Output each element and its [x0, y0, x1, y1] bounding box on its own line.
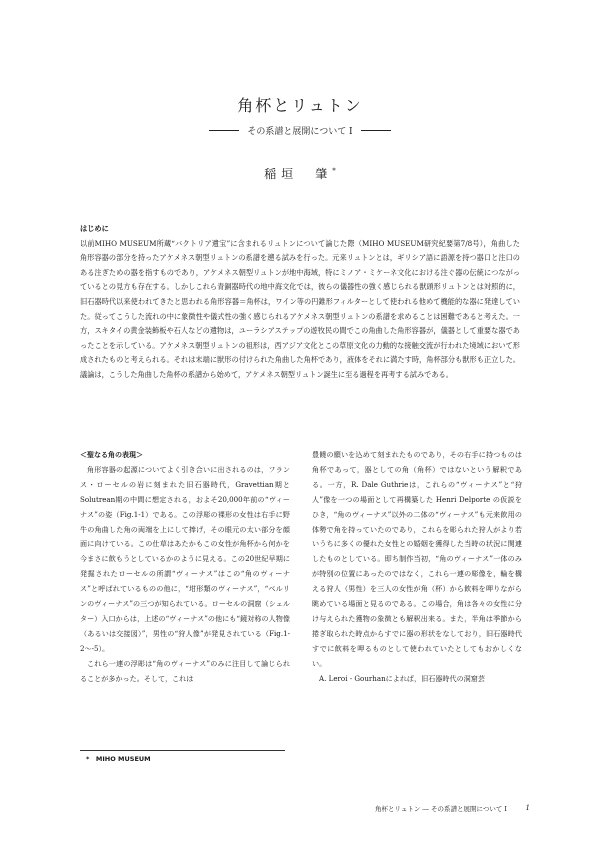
- body-paragraph: 豊饒の願いを込めて刻まれたものであり，その右手に持つものは角杯であって，器としての角（角杯）ではないという解釈である。一方，R. Dale Guthrieは，これらの“ヴィーナス”と“狩人”像を一つの場面として再構築した Henri Delporte の仮説をひき，“角のヴィーナス”以外の二体の“ヴィーナス”も元来飲用の体勢で角を持っていたのであり，これらを彫られた狩人がより若いうちに多くの優れた女性との婚姻を獲得した当時の状況に関連したものとしている。即ち制作当初，“角のヴィーナス”一体のみが特別の位置にあったのではなく，これら一連の彫像を，輪を構える狩人（男性）を三人の女性が角（杯）から飲料を呷りながら眺めている場面と見るのである。この場合，角は各々の女性に分け与えられた獲物の象徴とも解釈出来る。また，半角は季節から捲ぎ取られた時点からすでに器の形状をなしており，旧石器時代すでに飲料を呷るものとして使われていたとしてもおかしくない。: [312, 450, 522, 668]
- subtitle-rule-right: [361, 130, 391, 131]
- author-line: [0, 165, 600, 182]
- running-footer: 角杯とリュトン ― その系譜と展開について Ⅰ: [375, 805, 507, 813]
- article-subtitle: [0, 124, 600, 137]
- body-paragraph: 角形容器の起源についてよく引き合いに出されるのは，フランス・ローセルの岩に刻まれた旧石器時代，Gravettian期とSolutrean期の中間に想定される，およそ20,000年前の“ヴィーナス”の姿（Fig.1-1）である。この浮彫の裸形の女性は右手に野牛の角曲した角の両端を上にして捧げ，その眼元の太い部分を顔面に向けている。この仕草はあたかもこの女性が角杯から何かを今まさに飲もうとしているかのように見える。この20世紀早期に発掘されたローセルの所謂“ヴィーナス”はこの“角のヴィーナス”と呼ばれているものの他に，“坩形類のヴィーナス”，“ベルリンのヴィーナス”の三つが知られている。ローセルの洞窟（シェルター）入口からは，上述の“ヴィーナス”の他にも“鏡対称の人物像（あるいは交接図）”，男性の“狩人像”が発見されている（Fig.1-2～-5）。: [80, 464, 290, 653]
- author-footnote-mark: *: [332, 167, 336, 175]
- author-name: 稲垣 肇: [264, 167, 333, 181]
- introduction-section: [80, 222, 520, 383]
- body-column-right: [312, 448, 522, 687]
- body-column-left: [80, 448, 290, 687]
- page-number: 1: [525, 804, 530, 812]
- footnote: * MIHO MUSEUM: [86, 755, 151, 763]
- introduction-heading: はじめに: [80, 224, 109, 233]
- subtitle-rule-left: [209, 130, 239, 131]
- introduction-paragraph: 以前MIHO MUSEUM所蔵“バクトリア遺宝”に含まれるリュトンについて論じた際（MIHO MUSEUM研究紀要第7/8号），角曲した角形容器の部分を持ったアケメネス朝型リュトンの系譜を遡る試みを行った。元来リュトンとは，ギリシア語に語源を持つ器口と注口のある注ぎための器を指すものであり，アケメネス朝型リュトンが地中海域，特にミノア・ミケーネ文化における注ぐ器の伝統につながっているとの見方も存在する。しかしこれら青銅器時代の地中海文化では，彼らの儀器性の強く感じられる獣頭形リュトンとは対照的に，旧石器時代以来使われてきたと思われる角形容器＝角杯は，ワイン等の円錐形フィルターとして使われる他めて機能的な器に発達していた。従ってこうした流れの中に象徴性や儀式性の強く感じられるアケメネス朝型リュトンの系譜を求めることは困難であると考えた。一方，スキタイの黄金装飾板や石人などの遺物は，ユーラシアステップの遊牧民の間でこの角曲した角形容器が，儀器として重要な器であったことを示している。アケメネス朝型リュトンの祖形は，西アジア文化とこの草原文化の力動的な接触交流が行われた境域において形成されたものと考えられる。それは末端に獣形の付けられた角曲した角杯であり，液体をそれに満たす時，角杯部分も獣形も正立した。議論は，こうした角曲した角杯の系譜から始めて，アケメネス朝型リュトン誕生に至る過程を再考する試みである。: [80, 238, 520, 379]
- section-heading: ＜聖なる角の表現＞: [80, 451, 143, 459]
- subtitle-text: その系譜と展開について Ⅰ: [247, 127, 353, 137]
- body-paragraph: A. Leroi - Gourhanによれば，旧石器時代の洞窟芸: [319, 673, 485, 683]
- body-paragraph: これら一連の浮彫は“角のヴィーナス”のみに注目して論じられることが多かった。そして，これは: [80, 658, 290, 683]
- article-title: 角杯とリュトン: [237, 96, 363, 115]
- footnote-divider: [80, 750, 285, 751]
